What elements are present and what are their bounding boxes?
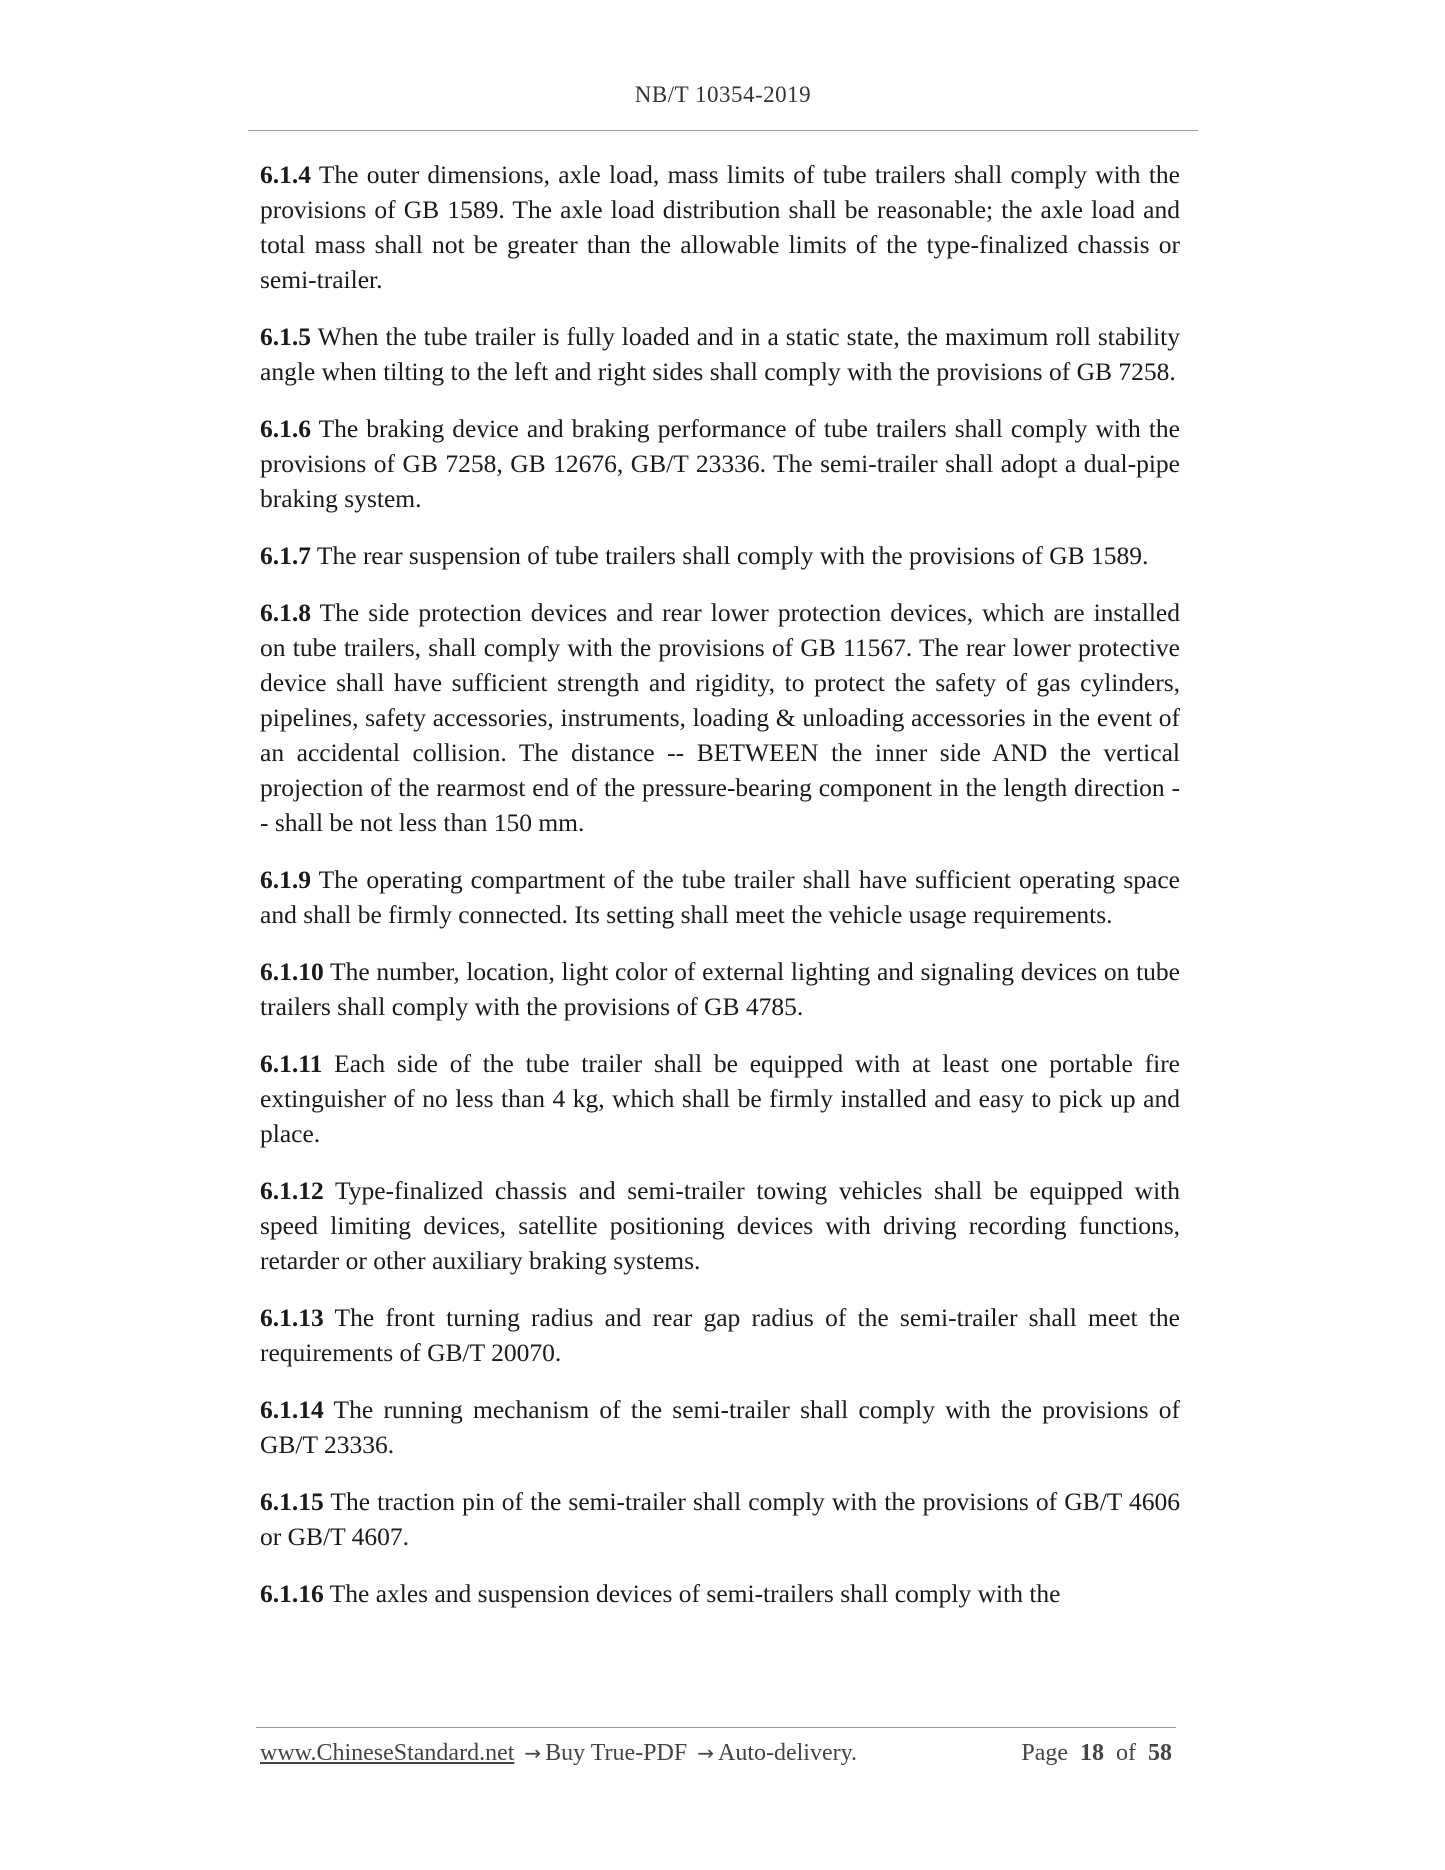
buy-text: Buy True-PDF [545,1740,688,1766]
clause-number: 6.1.9 [260,865,311,894]
clause-text: Each side of the tube trailer shall be equipped with at least one portable fire extinguisher of no less than 4 kg, which shall be firmly installed and easy to pick up and place. [260,1049,1181,1148]
clause-text: The number, location, light color of external lighting and signaling devices on tube trailers shall comply with the provisions of GB 4785. [260,957,1181,1021]
clause-number: 6.1.15 [260,1487,324,1516]
clause-text: The side protection devices and rear lower protection devices, which are installed on tube trailers, shall comply with the provisions of GB 11567. The rear lower protective device shall have sufficient strength and rigidity, to protect the safety of gas cylinders, pipelines, safety accessories, instruments, loading & unloading accessories in the event of an accidental collision. The distance -- BETWEEN the inner side AND the vertical projection of the rearmost end of the pressure-bearing component in the length direction -- shall be not less than 150 mm. [260,598,1180,837]
page-footer [260,1740,1172,1767]
page-of: of [1116,1740,1136,1766]
clause-6-1-7 [260,538,1180,573]
clause-number: 6.1.13 [260,1303,324,1332]
clause-6-1-10 [260,954,1180,1024]
document-code: NB/T 10354-2019 [634,82,812,107]
arrow-right-icon: → [697,1741,714,1765]
header-divider [248,130,1198,131]
page-current: 18 [1080,1740,1104,1766]
clause-number: 6.1.16 [260,1579,324,1608]
clause-number: 6.1.8 [260,598,311,627]
page-label: Page [1021,1740,1068,1766]
clause-text: The outer dimensions, axle load, mass limits of tube trailers shall comply with the provisions of GB 1589. The axle load distribution shall be reasonable; the axle load and total mass shall not be greater than the allowable limits of the type-finalized chassis or semi-trailer. [260,160,1180,294]
clause-number: 6.1.7 [260,541,311,570]
clause-6-1-6 [260,411,1180,516]
clause-text: When the tube trailer is fully loaded and in a static state, the maximum roll stability angle when tilting to the left and right sides shall comply with the provisions of GB 7258. [260,322,1180,386]
clause-text: The front turning radius and rear gap radius of the semi-trailer shall meet the requirements of GB/T 20070. [260,1303,1180,1367]
clause-number: 6.1.14 [260,1395,324,1424]
page-header [248,82,1198,108]
clause-number: 6.1.12 [260,1176,324,1205]
page-number [1021,1740,1172,1767]
document-body [260,157,1180,1633]
clause-6-1-12 [260,1173,1180,1278]
clause-6-1-9 [260,862,1180,932]
clause-text: The braking device and braking performance of tube trailers shall comply with the provisions of GB 7258, GB 12676, GB/T 23336. The semi-trailer shall adopt a dual-pipe braking system. [260,414,1181,513]
clause-6-1-4 [260,157,1180,297]
clause-text: The operating compartment of the tube trailer shall have sufficient operating space and shall be firmly connected. Its setting shall meet the vehicle usage requirements. [260,865,1180,929]
clause-text: Type-finalized chassis and semi-trailer towing vehicles shall be equipped with speed limiting devices, satellite positioning devices with driving recording functions, retarder or other auxiliary braking systems. [260,1176,1180,1275]
clause-number: 6.1.4 [260,160,311,189]
site-link[interactable]: www.ChineseStandard.net [260,1740,515,1766]
clause-text: The axles and suspension devices of semi-trailers shall comply with the [329,1579,1061,1608]
clause-text: The traction pin of the semi-trailer shall comply with the provisions of GB/T 4606 or GB/T 4607. [260,1487,1180,1551]
footer-divider [256,1727,1176,1728]
clause-text: The rear suspension of tube trailers shall comply with the provisions of GB 1589. [316,541,1149,570]
page-total: 58 [1148,1740,1172,1766]
clause-6-1-5 [260,319,1180,389]
clause-6-1-16 [260,1576,1180,1611]
clause-text: The running mechanism of the semi-trailer shall comply with the provisions of GB/T 23336. [260,1395,1180,1459]
clause-number: 6.1.11 [260,1049,323,1078]
clause-6-1-14 [260,1392,1180,1462]
clause-6-1-11 [260,1046,1180,1151]
clause-6-1-8 [260,595,1180,840]
clause-number: 6.1.6 [260,414,311,443]
clause-number: 6.1.10 [260,957,324,986]
arrow-right-icon: → [524,1741,542,1765]
clause-number: 6.1.5 [260,322,311,351]
footer-promo [260,1740,857,1767]
clause-6-1-15 [260,1484,1180,1554]
delivery-text: Auto-delivery. [717,1740,858,1766]
clause-6-1-13 [260,1300,1180,1370]
